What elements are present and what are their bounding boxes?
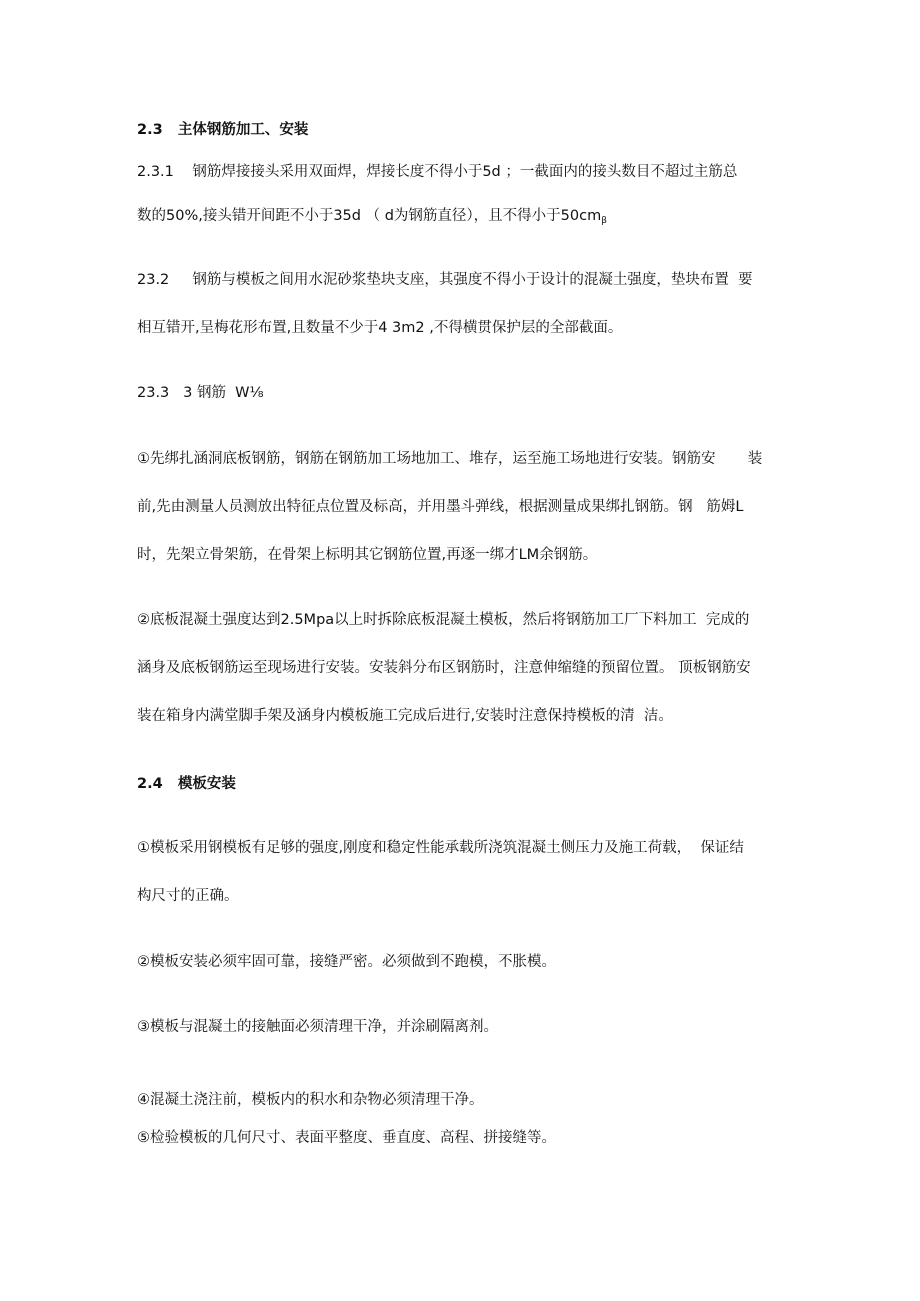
paragraph-2-4-step-4: ④混凝土浇注前，模板内的积水和杂物必须清理干净。 — [137, 1092, 484, 1108]
paragraph-2-4-step-5: ⑤检验模板的几何尺寸、表面平整度、垂直度、高程、拼接缝等。 — [137, 1130, 556, 1146]
paragraph-2-3-2-line-2: 相互错开,呈梅花形布置,且数量不少于4 3m2 ,不得横贯保护层的全部截面。 — [137, 320, 623, 336]
paragraph-2-3-1-line-1: 2.3.1 钢筋焊接接头采用双面焊，焊接长度不得小于5d ；一截面内的接头数目不超过主筋总 — [137, 164, 738, 180]
paragraph-2-4-step-1-line-1: ①模板采用钢模板有足够的强度,刚度和稳定性能承载所浇筑混凝土侧压力及施工荷载， 保证结 — [137, 840, 744, 856]
paragraph-step-2-line-1: ②底板混凝土强度达到2.5Mpa以上时拆除底板混凝土模板，然后将钢筋加工厂下料加工 完成的 — [137, 612, 750, 628]
paragraph-2-4-step-1-line-2: 构尺寸的正确。 — [137, 888, 239, 904]
subscript-glyph: β — [601, 216, 607, 226]
paragraph-2-3-2-line-1: 23.2 钢筋与模板之间用水泥砂浆垫块支座，其强度不得小于设计的混凝土强度，垫块布置 要 — [137, 272, 753, 288]
paragraph-step-2-line-2: 涵身及底板钢筋运至现场进行安装。安装斜分布区钢筋时，注意伸缩缝的预留位置。 顶板钢筋安 — [137, 660, 751, 676]
section-heading-2-3: 2.3 主体钢筋加工、安装 — [137, 122, 309, 138]
paragraph-2-4-step-2: ②模板安装必须牢固可靠，接缝严密。必须做到不跑模，不胀模。 — [137, 954, 556, 970]
paragraph-2-4-step-3: ③模板与混凝土的接触面必须清理干净，并涂刷隔离剂。 — [137, 1019, 498, 1035]
paragraph-2-3-3-title: 23.3 3 钢筋 W⅛ — [137, 385, 264, 401]
paragraph-step-1-line-1: ①先绑扎涵洞底板钢筋，钢筋在钢筋加工场地加工、堆存，运至施工场地进行安装。钢筋安 装 — [137, 451, 763, 467]
paragraph-step-1-line-2: 前,先由测量人员测放出特征点位置及标高，并用墨斗弹线，根据测量成果绑扎钢筋。钢 筋姆L — [137, 499, 744, 515]
paragraph-2-3-1-line-2 — [137, 206, 607, 231]
paragraph-step-1-line-3: 时，先架立骨架筋，在骨架上标明其它钢筋位置,再逐一绑才LM余钢筋。 — [137, 547, 598, 563]
paragraph-step-2-line-3: 装在箱身内满堂脚手架及涵身内模板施工完成后进行,安装时注意保持模板的清 洁。 — [137, 708, 673, 724]
paragraph-2-3-1-line-2-text: 数的50%,接头错开间距不小于35d （ d为钢筋直径），且不得小于50cm — [137, 208, 602, 224]
section-heading-2-4: 2.4 模板安装 — [137, 776, 236, 792]
